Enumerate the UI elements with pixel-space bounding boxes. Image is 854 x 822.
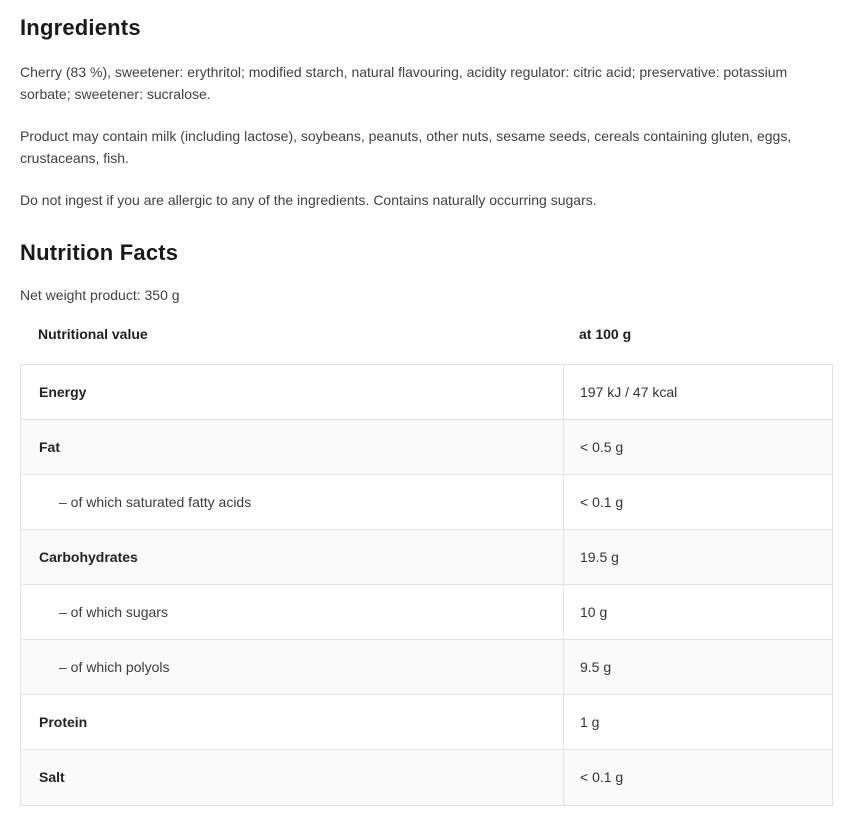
column-header-per-100g: at 100 g [579, 325, 632, 342]
table-row-saturated-fatty-acids [21, 475, 832, 530]
nutrient-value: < 0.1 g [580, 769, 624, 785]
nutrient-value: < 0.1 g [580, 493, 624, 510]
net-weight-text: Net weight product: 350 g [20, 286, 180, 303]
nutrition-table [20, 326, 833, 806]
column-header-nutritional-value: Nutritional value [38, 325, 148, 342]
nutrition-table-header [20, 326, 833, 342]
nutrient-label: – of which sugars [21, 585, 564, 639]
table-row-protein [21, 695, 832, 750]
nutrient-label: – of which polyols [21, 640, 564, 694]
table-row-sugars [21, 585, 832, 640]
table-row-polyols [21, 640, 832, 695]
nutrition-table-body [20, 364, 833, 806]
nutrient-value: < 0.5 g [580, 438, 624, 455]
nutrient-label: Fat [21, 420, 564, 474]
allergen-traces-paragraph: Product may contain milk (including lactose), soybeans, peanuts, other nuts, sesame seeds, cereals containing gluten, eggs, crustaceans, fish. [20, 128, 792, 166]
nutrient-value: 1 g [580, 713, 600, 730]
nutrient-label: Carbohydrates [21, 530, 564, 584]
table-row-fat [21, 420, 832, 475]
ingredients-paragraph: Cherry (83 %), sweetener: erythritol; modified starch, natural flavouring, acidity regulator: citric acid; preservative: potassium sorbate; sweetener: sucralose. [20, 64, 788, 102]
nutrient-label: – of which saturated fatty acids [21, 475, 564, 529]
nutrient-value: 19.5 g [580, 548, 619, 565]
nutrient-label: Protein [21, 695, 564, 749]
nutrition-facts-heading: Nutrition Facts [20, 239, 179, 265]
ingredients-heading: Ingredients [20, 15, 141, 40]
nutrient-label: Salt [21, 750, 564, 805]
nutrient-value: 197 kJ / 47 kcal [580, 383, 678, 400]
allergy-warning-paragraph: Do not ingest if you are allergic to any of the ingredients. Contains naturally occurring sugars. [20, 192, 597, 208]
nutrient-value: 10 g [580, 603, 608, 620]
nutrient-label: Energy [21, 365, 564, 419]
table-row-salt [21, 750, 832, 805]
nutrient-value: 9.5 g [580, 658, 612, 675]
table-row-carbohydrates [21, 530, 832, 585]
table-row-energy [21, 365, 832, 420]
